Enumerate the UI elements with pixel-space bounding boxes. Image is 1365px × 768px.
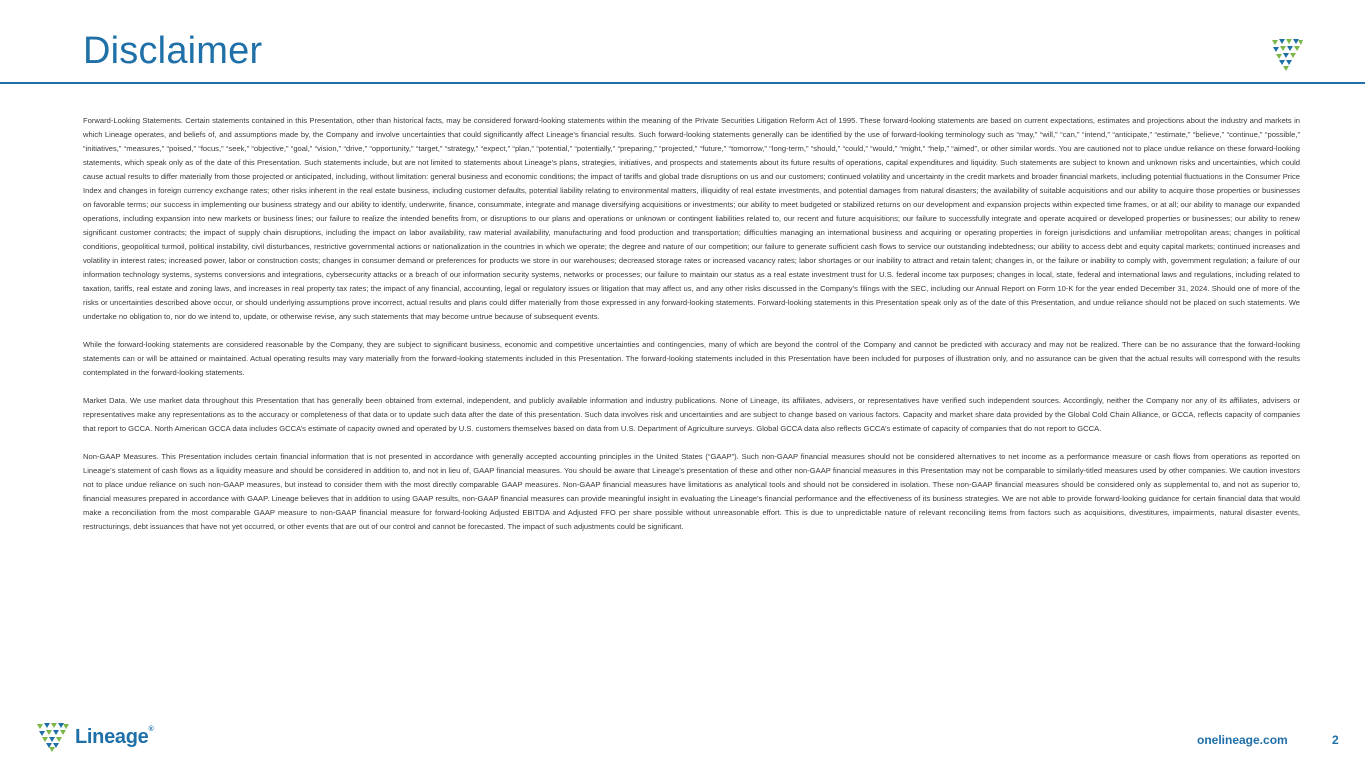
lineage-shield-icon <box>36 722 70 752</box>
paragraph-forward-looking: Forward-Looking Statements. Certain statements contained in this Presentation, other than historical facts, may be considered forward-looking statements within the meaning of the Private Securities Litigation Reform Act of 1995. These forward-looking statements are based on current expectations, estimates and projections about the industry and markets in which Lineage operates, and beliefs of, and assumptions made by, the Company and involve uncertainties that could significantly affect Lineage’s financial results. Such forward-looking statements generally can be identified by the use of forward-looking terminology such as “may,” “will,” “can,” “intend,” “anticipate,” “estimate,” “believe,” “continue,” “possible,” “initiatives,” “measures,” “poised,” “focus,” “seek,” “objective,” “goal,” “vision,” “drive,” “opportunity,” “target,” “strategy,” “expect,” “plan,” “potential,” “potentially,” “preparing,” “projected,” “future,” “tomorrow,” “long-term,” “should,” “could,” “would,” “might,” “help,” “aimed”, or other similar words. You are cautioned not to place undue reliance on these forward-looking statements, which speak only as of the date of this Presentation. Such statements include, but are not limited to statements about Lineage’s plans, strategies, initiatives, and prospects and statements about its future results of operations, capital expenditures and liquidity. Such statements are subject to known and unknown risks and uncertainties, which could cause actual results to differ materially from those projected or anticipated, including, without limitation: general business and economic conditions; the impact of tariffs and global trade disruptions on us and our customers; continued volatility and uncertainty in the credit markets and broader financial markets, including potential fluctuations in the Consumer Price Index and changes in foreign currency exchange rates; other risks inherent in the real estate business, including customer defaults, potential liability relating to environmental matters, illiquidity of real estate investments, and potential damages from natural disasters; the availability of suitable acquisitions and our ability to acquire those properties or businesses on favorable terms; our success in implementing our business strategy and our ability to identify, underwrite, finance, consummate, integrate and manage diversifying acquisitions or investments; our ability to meet budgeted or stabilized returns on our development and expansion projects within expected time frames, or at all; our ability to manage our expanded operations, including expansion into new markets or business lines; our failure to realize the intended benefits from, or disruptions to our plans and operations or unknown or contingent liabilities related to, our recent and future acquisitions; our failure to successfully integrate and operate acquired or developed properties or businesses; our ability to renew significant customer contracts; the impact of supply chain disruptions, including the impact on labor availability, raw material availability, manufacturing and food production and transportation; difficulties managing an international business and acquiring or operating properties in foreign jurisdictions and unfamiliar metropolitan areas; changes in political conditions, geopolitical turmoil, political instability, civil disturbances, restrictive governmental actions or nationalization in the countries in which we operate; the degree and nature of our competition; our failure to generate sufficient cash flows to service our outstanding indebtedness; our ability to access debt and equity capital markets; continued increases and volatility in interest rates; increased power, labor or construction costs; changes in consumer demand or preferences for products we store in our warehouses; decreased storage rates or increased vacancy rates; labor shortages or our inability to attract and retain talent; changes in, or the failure or inability to comply with, government regulation; a failure of our information technology systems, systems conversions and integrations, cybersecurity attacks or a breach of our information security systems, networks or processes; our failure to maintain our status as a real estate investment trust for U.S. federal income tax purposes; changes in local, state, federal and international laws and regulations, including related to taxation, tariffs, real estate and zoning laws, and increases in real property tax rates; the impact of any financial, accounting, legal or regulatory issues or litigation that may affect us, and any other risks discussed in the Company’s filings with the SEC, including our Annual Report on Form 10-K for the year ended December 31, 2024. Should one of more of the risks or uncertainties described above occur, or should underlying assumptions prove incorrect, actual results and plans could differ materially from those expressed in any forward-looking statements. Forward-looking statements in this Presentation speak only as of the date of this Presentation, and undue reliance should not be placed on such statements. We undertake no obligation to, nor do we intend to, update, or otherwise revise, any such statements that may become untrue because of subsequent events. <box>83 116 1300 321</box>
paragraph-market-data: Market Data. We use market data throughout this Presentation that has generally been obtained from external, independent, and publicly available information and industry publications. None of Lineage, its affiliates, advisers, or representatives have verified such independent sources. Accordingly, neither the Company nor any of its affiliates, advisers or representatives make any representations as to the accuracy or completeness of that data or to update such data after the date of this presentation. Such data involves risk and uncertainties and are subject to change based on various factors. Capacity and market share data provided by the Global Cold Chain Alliance, or GCCA, reflects capacity of companies that report to GCCA. North American GCCA data includes GCCA’s estimate of capacity owned and operated by U.S. customers themselves based on data from U.S. Department of Agriculture surveys. Global GCCA data also reflects GCCA’s estimate of capacity of companies that do not report to GCCA. <box>83 396 1300 433</box>
registered-mark: ® <box>148 725 154 733</box>
title-divider <box>0 82 1365 84</box>
paragraph-non-gaap: Non-GAAP Measures. This Presentation includes certain financial information that is not presented in accordance with generally accepted accounting principles in the United States (“GAAP”). Such non-GAAP financial measures should not be considered alternatives to net income as a performance measure or cash flows from operations as reported on Lineage’s statement of cash flows as a liquidity measure and should be considered in addition to, and not in lieu of, GAAP financial measures. You should be aware that Lineage’s presentation of these and other non-GAAP financial measures in this Presentation may not be comparable to similarly-titled measures used by other companies. We caution investors not to place undue reliance on such non-GAAP measures, but instead to consider them with the most directly comparable GAAP measures. Non-GAAP financial measures have limitations as analytical tools and should not be considered in isolation. These non-GAAP financial measures should be considered only as supplemental to, and not as superior to, financial measures prepared in accordance with GAAP. Lineage believes that in addition to using GAAP results, non-GAAP financial measures can provide meaningful insight in evaluating the Lineage’s financial performance and the effectiveness of its business strategies. We are not able to provide forward-looking guidance for certain financial data that would make a reconciliation from the most comparable GAAP measure to non-GAAP financial measure for forward-looking Adjusted EBITDA and Adjusted FFO per share possible without unreasonable effort. This is due to unpredictable nature of relevant reconciling items from factors such as acquisitions, divestitures, impairments, natural disaster events, restructurings, debt issuances that have not yet occurred, or other events that are out of our control and cannot be forecasted. The impact of such adjustments could be significant. <box>83 452 1300 531</box>
brand-wordmark <box>75 726 153 749</box>
page-number: 2 <box>1332 733 1339 747</box>
footer-logo <box>36 722 153 752</box>
lineage-shield-icon <box>1270 38 1304 72</box>
page-title: Disclaimer <box>83 30 263 72</box>
disclaimer-body <box>83 114 1300 548</box>
footer-website-link[interactable]: onelineage.com <box>1197 733 1288 747</box>
brand-name: Lineage <box>75 725 149 748</box>
paragraph-reasonable: While the forward-looking statements are considered reasonable by the Company, they are subject to significant business, economic and competitive uncertainties and contingencies, many of which are beyond the control of the Company and cannot be predicted with accuracy and may not be realized. There can be no assurance that the forward-looking statements can or will be attained or maintained. Actual operating results may vary materially from the forward-looking statements included in this Presentation. The forward-looking statements included in this Presentation have been included for purposes of illustration only, and no assurance can be given that the actual results will correspond with the results contemplated in the forward-looking statements. <box>83 340 1300 377</box>
